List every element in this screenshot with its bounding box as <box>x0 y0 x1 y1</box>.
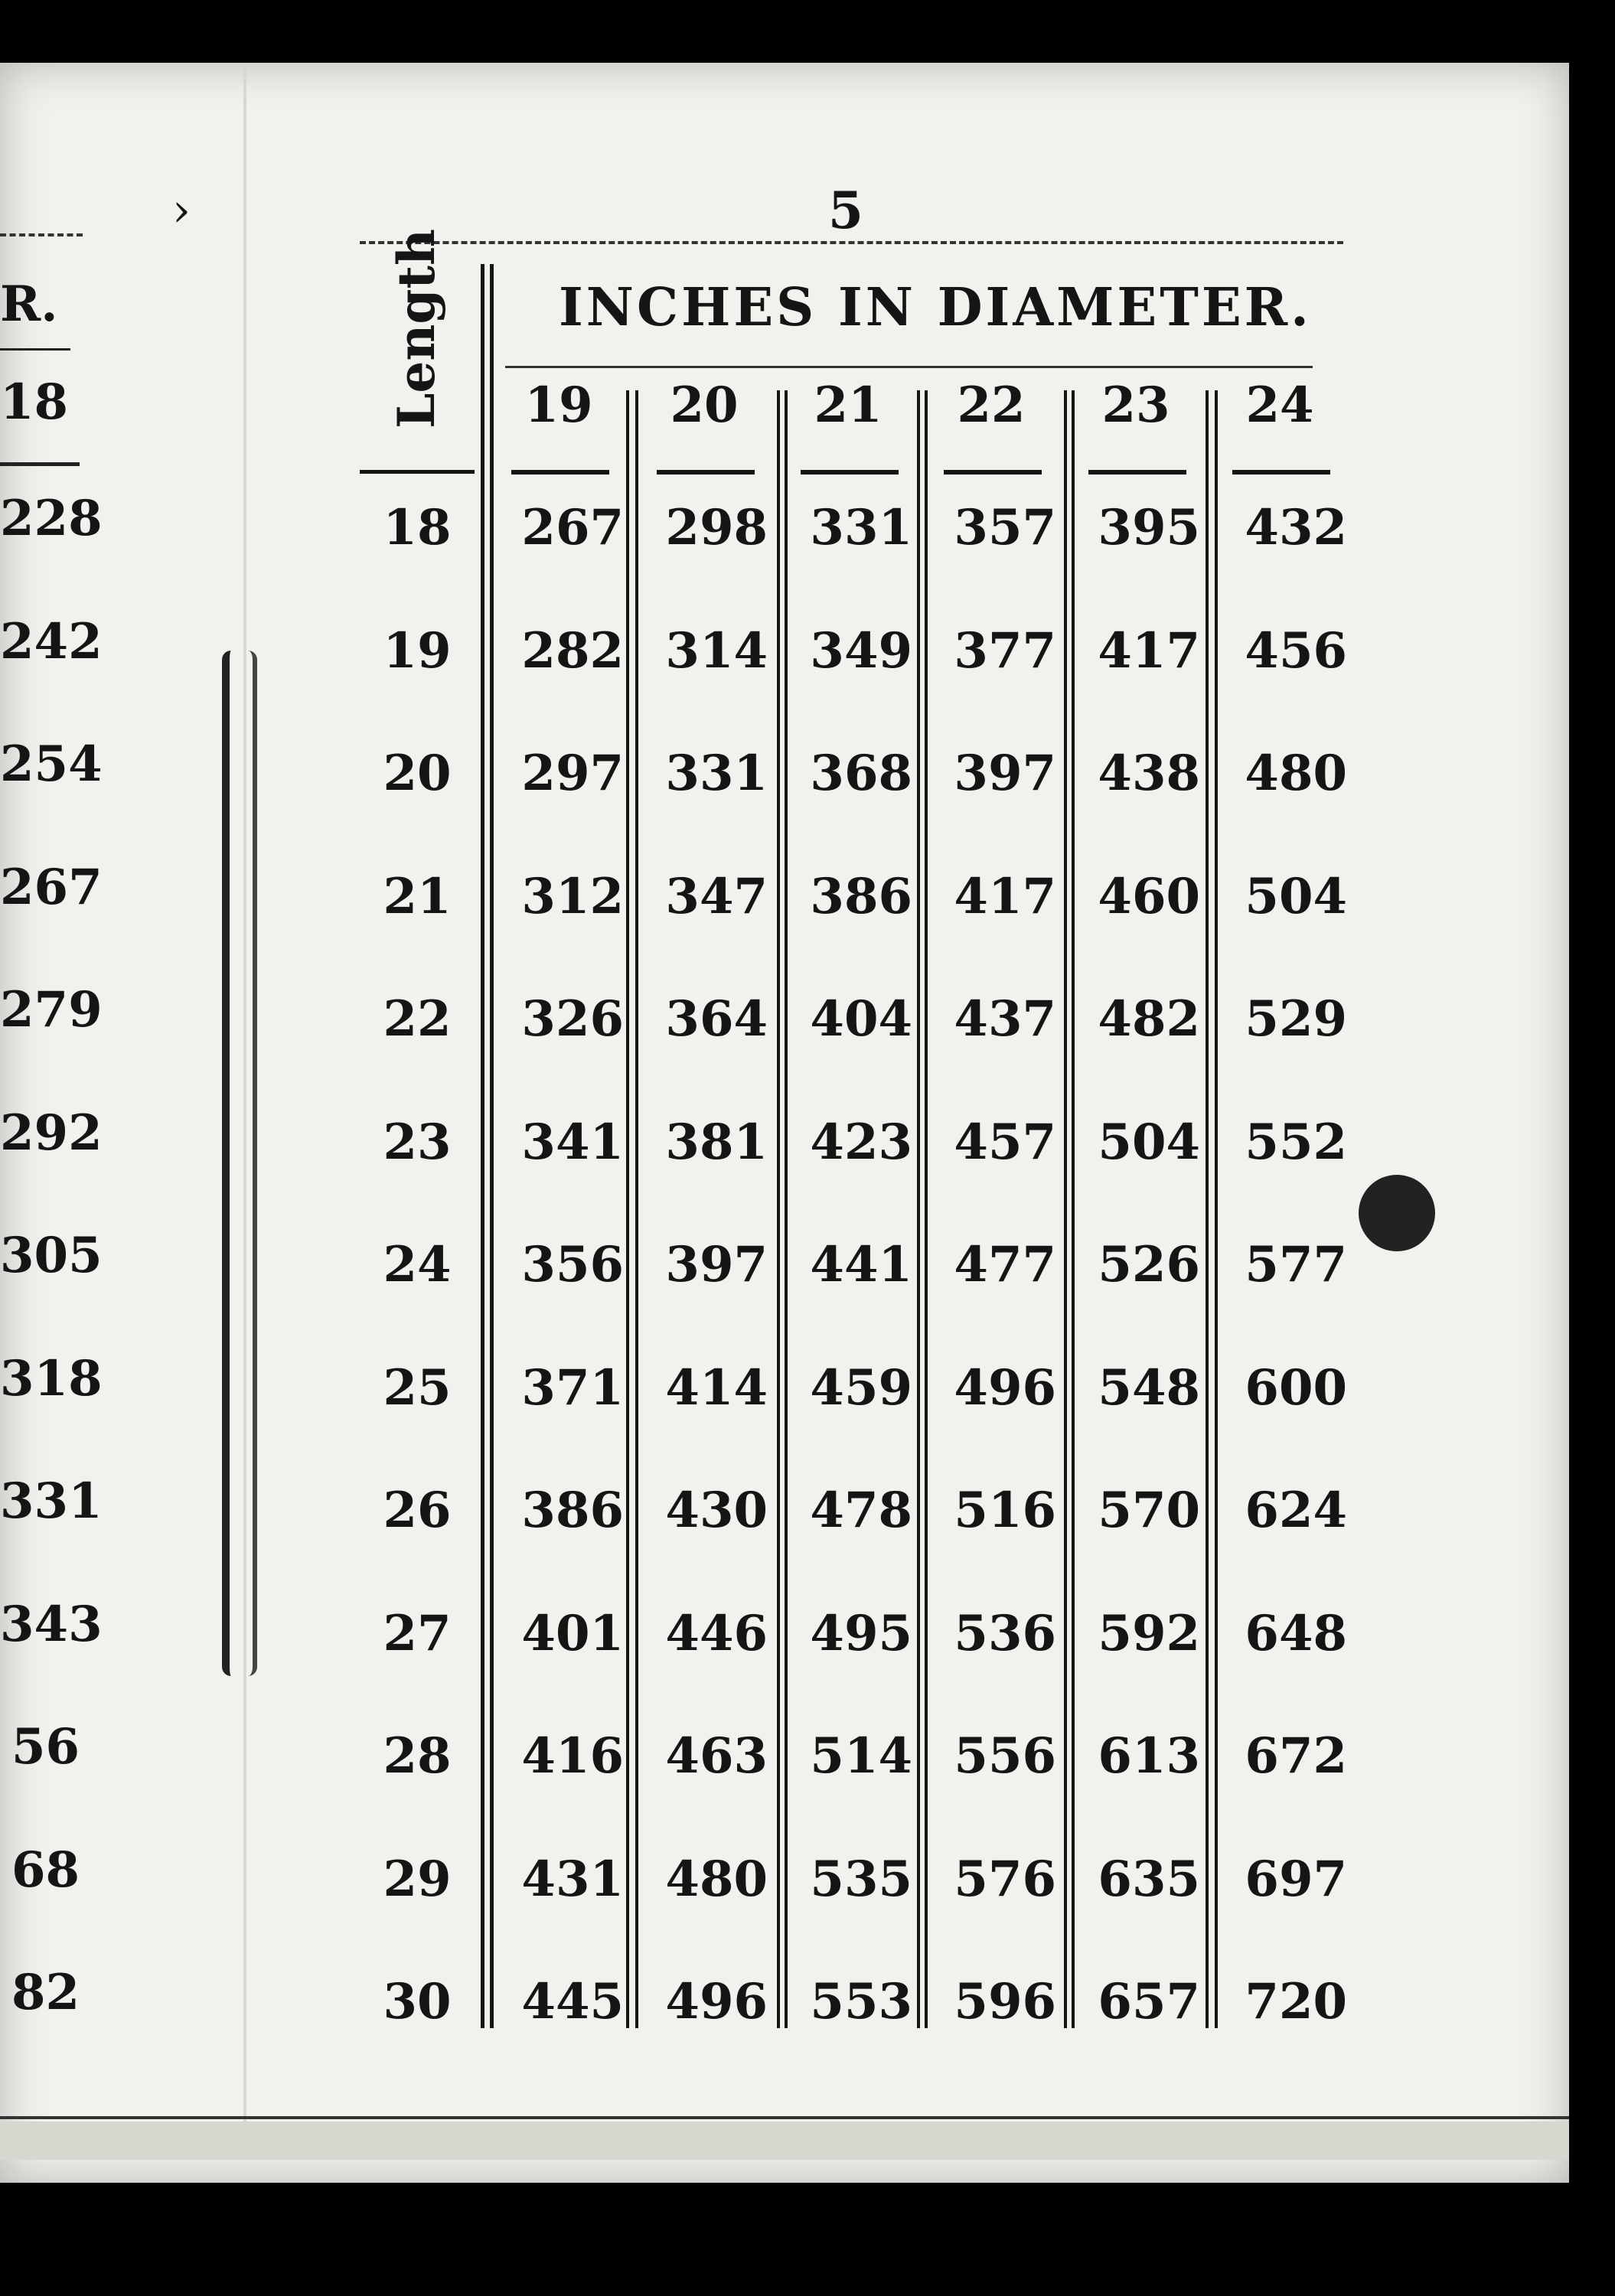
table-cell: 516 <box>954 1482 1056 1539</box>
length-cell: 24 <box>383 1236 452 1293</box>
table-cell: 445 <box>521 1973 624 2030</box>
diameter-header: 19 <box>524 377 593 434</box>
table-cell: 371 <box>521 1359 624 1417</box>
diameter-header: 23 <box>1101 377 1170 434</box>
column-rule <box>481 264 484 2028</box>
table-cell: 298 <box>665 499 768 556</box>
table-cell: 635 <box>1098 1851 1200 1908</box>
diameter-header: 24 <box>1245 377 1314 434</box>
binding-thread <box>222 651 257 1676</box>
table-cell: 657 <box>1098 1973 1200 2030</box>
table-cell: 672 <box>1245 1727 1347 1785</box>
table-cell: 613 <box>1098 1727 1200 1785</box>
table-cell: 556 <box>954 1727 1056 1785</box>
column-rule <box>1206 390 1209 2028</box>
table-cell: 416 <box>521 1727 624 1785</box>
table-cell: 592 <box>1098 1605 1200 1662</box>
length-column-header: Length <box>387 228 446 429</box>
table-cell: 526 <box>1098 1236 1200 1293</box>
left-page-cell: 318 <box>0 1350 103 1407</box>
table-cell: 596 <box>954 1973 1056 2030</box>
table-cell: 432 <box>1245 499 1347 556</box>
left-page-cell: 82 <box>11 1964 80 2021</box>
table-cell: 457 <box>954 1114 1056 1171</box>
gutter-mark: › <box>172 184 191 237</box>
table-cell: 364 <box>665 990 768 1048</box>
diameter-header-underline <box>657 470 755 475</box>
column-rule <box>1064 390 1067 2028</box>
table-cell: 460 <box>1098 868 1200 925</box>
table-cell: 535 <box>810 1851 912 1908</box>
table-cell: 514 <box>810 1727 912 1785</box>
diameter-header: 22 <box>957 377 1026 434</box>
left-page-cell: 68 <box>11 1841 80 1899</box>
left-page-top-rule <box>0 233 83 236</box>
diameter-header: 20 <box>670 377 739 434</box>
table-cell: 414 <box>665 1359 768 1417</box>
diameter-header-underline <box>1232 470 1330 475</box>
table-cell: 570 <box>1098 1482 1200 1539</box>
diameter-header-underline <box>801 470 899 475</box>
page-number: 5 <box>828 181 863 240</box>
title-rule <box>505 366 1313 368</box>
table-cell: 438 <box>1098 745 1200 802</box>
table-cell: 386 <box>810 868 912 925</box>
table-cell: 441 <box>810 1236 912 1293</box>
table-cell: 430 <box>665 1482 768 1539</box>
table-cell: 417 <box>1098 622 1200 680</box>
table-cell: 386 <box>521 1482 624 1539</box>
left-page-cell: 242 <box>0 613 103 670</box>
length-cell: 20 <box>383 745 452 802</box>
left-page-heading-rule <box>0 348 70 351</box>
table-cell: 624 <box>1245 1482 1347 1539</box>
table-cell: 600 <box>1245 1359 1347 1417</box>
length-cell: 18 <box>383 499 452 556</box>
table-cell: 478 <box>810 1482 912 1539</box>
table-cell: 697 <box>1245 1851 1347 1908</box>
ink-blot <box>1359 1175 1435 1251</box>
table-cell: 437 <box>954 990 1056 1048</box>
length-cell: 26 <box>383 1482 452 1539</box>
left-page-column-header: 18 <box>0 373 69 431</box>
table-cell: 404 <box>810 990 912 1048</box>
table-cell: 397 <box>954 745 1056 802</box>
table-cell: 356 <box>521 1236 624 1293</box>
top-rule <box>360 241 1343 244</box>
column-rule <box>777 390 780 2028</box>
table-cell: 459 <box>810 1359 912 1417</box>
table-cell: 417 <box>954 868 1056 925</box>
table-cell: 548 <box>1098 1359 1200 1417</box>
table-cell: 326 <box>521 990 624 1048</box>
table-cell: 482 <box>1098 990 1200 1048</box>
table-cell: 331 <box>810 499 912 556</box>
table-cell: 377 <box>954 622 1056 680</box>
bottom-rule <box>0 2116 1569 2119</box>
length-cell: 30 <box>383 1973 452 2030</box>
table-cell: 314 <box>665 622 768 680</box>
table-cell: 423 <box>810 1114 912 1171</box>
table-cell: 477 <box>954 1236 1056 1293</box>
table-cell: 463 <box>665 1727 768 1785</box>
length-cell: 21 <box>383 868 452 925</box>
left-page-cell: 228 <box>0 490 103 547</box>
table-cell: 312 <box>521 868 624 925</box>
length-cell: 23 <box>383 1114 452 1171</box>
length-cell: 29 <box>383 1851 452 1908</box>
length-cell: 27 <box>383 1605 452 1662</box>
table-cell: 496 <box>954 1359 1056 1417</box>
table-cell: 553 <box>810 1973 912 2030</box>
table-cell: 282 <box>521 622 624 680</box>
left-page-cell: 267 <box>0 859 103 916</box>
table-cell: 446 <box>665 1605 768 1662</box>
left-page-cell: 292 <box>0 1104 103 1162</box>
length-cell: 28 <box>383 1727 452 1785</box>
table-cell: 297 <box>521 745 624 802</box>
diameter-header-underline <box>944 470 1042 475</box>
table-cell: 395 <box>1098 499 1200 556</box>
table-cell: 720 <box>1245 1973 1347 2030</box>
diameter-header: 21 <box>814 377 883 434</box>
table-cell: 401 <box>521 1605 624 1662</box>
left-page-cell: 279 <box>0 981 103 1039</box>
table-cell: 347 <box>665 868 768 925</box>
table-cell: 397 <box>665 1236 768 1293</box>
table-title: INCHES IN DIAMETER. <box>559 277 1312 338</box>
table-cell: 357 <box>954 499 1056 556</box>
table-cell: 495 <box>810 1605 912 1662</box>
table-cell: 552 <box>1245 1114 1347 1171</box>
left-page-cell: 343 <box>0 1596 103 1653</box>
left-page-cell: 56 <box>11 1718 80 1776</box>
length-cell: 25 <box>383 1359 452 1417</box>
left-page-heading-fragment: R. <box>0 276 58 333</box>
table-cell: 536 <box>954 1605 1056 1662</box>
column-rule <box>917 390 920 2028</box>
table-cell: 496 <box>665 1973 768 2030</box>
table-cell: 431 <box>521 1851 624 1908</box>
table-cell: 576 <box>954 1851 1056 1908</box>
left-page-cell: 331 <box>0 1473 103 1530</box>
length-cell: 22 <box>383 990 452 1048</box>
table-cell: 368 <box>810 745 912 802</box>
table-cell: 480 <box>1245 745 1347 802</box>
table-cell: 456 <box>1245 622 1347 680</box>
table-cell: 331 <box>665 745 768 802</box>
table-cell: 267 <box>521 499 624 556</box>
table-cell: 480 <box>665 1851 768 1908</box>
table-cell: 381 <box>665 1114 768 1171</box>
diameter-header-underline <box>511 470 609 475</box>
left-page-cell: 254 <box>0 735 103 793</box>
table-cell: 504 <box>1245 868 1347 925</box>
column-rule <box>626 390 629 2028</box>
left-page-cell: 305 <box>0 1227 103 1284</box>
table-cell: 577 <box>1245 1236 1347 1293</box>
left-page-header-underline <box>0 462 80 466</box>
table-cell: 648 <box>1245 1605 1347 1662</box>
bottom-margin <box>0 2122 1569 2160</box>
length-cell: 19 <box>383 622 452 680</box>
table-cell: 504 <box>1098 1114 1200 1171</box>
table-cell: 349 <box>810 622 912 680</box>
table-cell: 341 <box>521 1114 624 1171</box>
diameter-header-underline <box>1088 470 1186 475</box>
length-header-underline <box>360 470 475 474</box>
table-cell: 529 <box>1245 990 1347 1048</box>
